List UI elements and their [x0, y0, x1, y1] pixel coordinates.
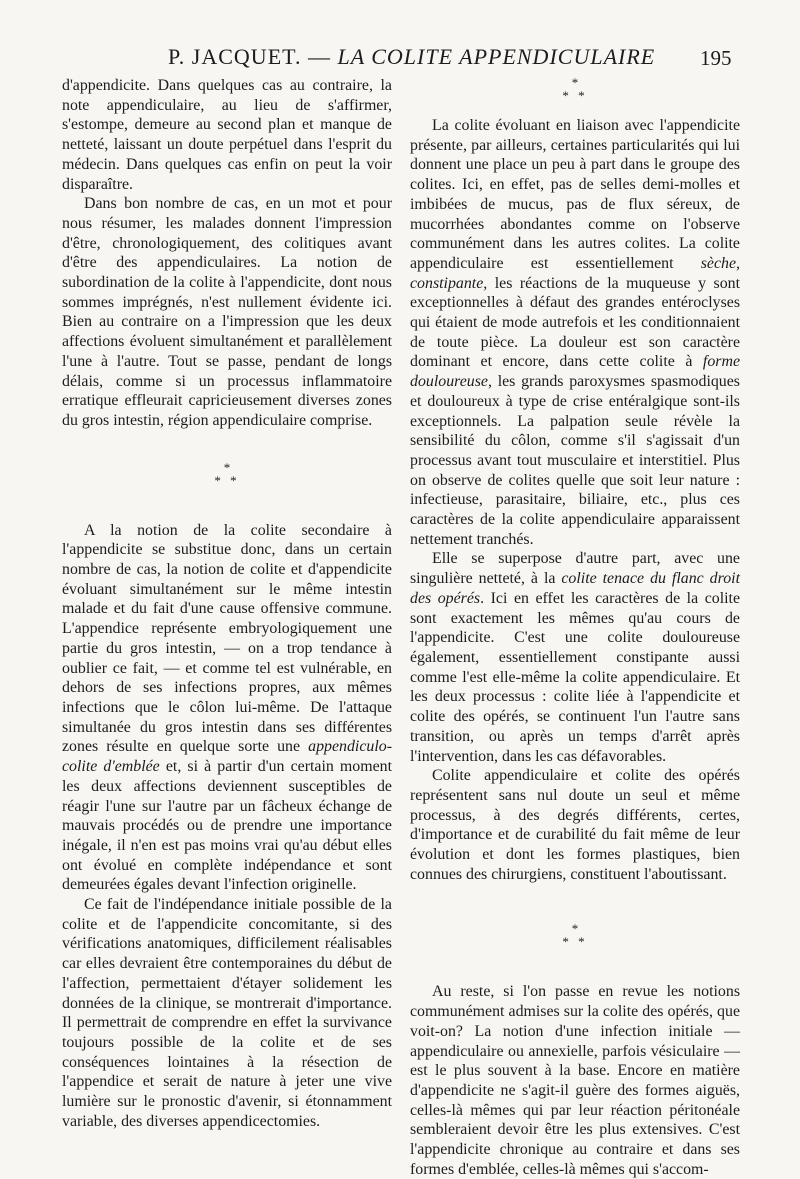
- separator-bottom: * *: [214, 472, 240, 488]
- left-paragraph-4: Ce fait de l'indépendance initiale possible de la colite et de l'appendicite concomitante, si des vérifications anatomiques, difficilement réalisables car elles devraient être contemporaines du début de l'affection, permettaient d'étayer solidement les données de la clinique, se montrerait d'importance. Il permettrait de comprendre en effet la survivance toujours possible de la colite et de ses conséquences lointaines à la résection de l'appendice et serait de nature à jeter une vive lumière sur le pronostic d'avenir, si étonnamment variable, des diverses appendicectomies.: [62, 896, 392, 1130]
- running-header: [0, 44, 800, 76]
- right-paragraph-1: La colite évoluant en liaison avec l'appendicite présente, par ailleurs, certaines particularités qui lui donnent une place un peu à part dans le groupe des colites. Ici, en effet, pas de selles demi-molles et imbibées de mucus, pas de flux séreux, de mucorrhées abondantes comme on l'observe communément dans les autres colites. La colite appendiculaire est essentiellement sèche, constipante, les réactions de la muqueuse y sont exceptionnelles à défaut des grandes entéroclyses qui étaient de mode autrefois et les conditionnaient de toute pièce. La douleur est son caractère dominant et encore, dans cette colite à forme douloureuse, les grands paroxysmes spasmodiques et douloureux à type de crise entéralgique sont-ils exceptionnels. La palpation seule révèle la sensibilité du côlon, comme s'il s'agissait d'un processus avant tout musculaire et interstitiel. Plus on observe de colites quelle que soit leur nature : infectieuse, parasitaire, biliaire, etc., plus ces caractères de la colite appendiculaire apparaissent nettement tranchés.: [410, 117, 740, 548]
- right-paragraph-3: Colite appendiculaire et colite des opérés représentent sans nul doute un seul et même processus, à des degrés différents, certes, d'importance et de curabilité du fait même de leur évolution et dont les formes plastiques, bien connues des chirurgiens, constituent l'aboutissant.: [410, 767, 740, 883]
- section-separator-2: [410, 922, 740, 948]
- page-number: 195: [700, 46, 732, 70]
- left-column: [62, 76, 392, 1131]
- left-paragraph-1: d'appendicite. Dans quelques cas au contraire, la note appendiculaire, au lieu de s'affirmer, s'estompe, demeure au second plan et manque de netteté, laissant un doute perpétuel dans l'esprit du médecin. Dans quelques cas enfin on peut la voir disparaître.: [62, 77, 392, 193]
- left-paragraph-2: Dans bon nombre de cas, en un mot et pour nous résumer, les malades donnent l'impression d'être, chronologiquement, des colitiques avant d'être des appendiculaires. La notion de subordination de la colite à l'appendicite, dont nous sommes imprégnés, n'est nullement évidente ici. Bien au contraire on a l'impression que les deux affections évoluent simultanément et parallèlement l'une à l'autre. Tout se passe, pendant de longs délais, comme si un processus inflammatoire erratique effleurait capricieusement diverses zones du gros intestin, région appendiculaire comprise.: [62, 195, 392, 429]
- italic-term: forme douloureuse: [410, 353, 740, 391]
- left-paragraph-3: A la notion de la colite secondaire à l'appendicite se substitue donc, dans un certain nombre de cas, la notion de colite et d'appendicite évoluant simultanément sur le même intestin malade et du fait d'une cause offensive commune. L'appendice représente embryologiquement une partie du gros intestin, — on a trop tendance à oublier ce fait, — et comme tel est vulnérable, en dehors de ses infections propres, aux mêmes infections que le côlon lui-même. De l'attaque simultanée du gros intestin dans ses différentes zones résulte en quelque sorte une appendiculo-colite d'emblée et, si à partir d'un certain moment les deux affections deviennent susceptibles de réagir l'une sur l'autre par un fâcheux échange de mauvais procédés ou de prendre une importance inégale, il n'en est pas moins vrai qu'au début elles ont évolué en complète indépendance et sont demeurées égales devant l'infection originelle.: [62, 521, 392, 894]
- right-column: [410, 76, 740, 1179]
- section-separator-0: [410, 76, 740, 102]
- italic-term: colite tenace du flanc droit des opérés: [410, 570, 740, 607]
- running-title: [168, 44, 655, 70]
- separator-bottom: * *: [562, 934, 588, 950]
- header-author: P. JACQUET.: [168, 44, 302, 69]
- italic-term: sèche, constipante: [410, 254, 740, 292]
- separator-bottom: * *: [562, 88, 588, 103]
- separator-top: *: [571, 75, 579, 90]
- separator-top: *: [223, 459, 231, 475]
- right-paragraph-4: Au reste, si l'on passe en revue les notions communément admises sur la colite des opérés, que voit-on? La notion d'une infection initiale — appendiculaire ou annexielle, parfois vésiculaire — est le plus souvent à la base. Encore en matière d'appendicite ne s'agit-il guère des formes aiguës, celles-là mêmes qui par leur réaction péritonéale sembleraient devoir être les plus extensives. C'est l'appendicite chronique au contraire et dans ses formes d'emblée, celles-là mêmes qui s'accom-: [410, 983, 740, 1178]
- header-dash: —: [307, 44, 331, 69]
- right-paragraph-2: Elle se superpose d'autre part, avec une singulière netteté, à la colite tenace du flanc droit des opérés. Ici en effet les caractères de la colite sont exactement les mêmes qu'au cours de l'appendicite. C'est une colite douloureuse également, essentiellement constipante aussi comme l'est elle-même la colite appendiculaire. Et les deux processus : colite liée à l'appendicite et colite des opérés, se continuent l'un l'autre sans transition, ou après un temps d'arrêt après l'intervention, dans les cas défavorables.: [410, 550, 740, 765]
- header-title: LA COLITE APPENDICULAIRE: [337, 44, 656, 69]
- separator-top: *: [571, 921, 579, 937]
- section-separator-1: [62, 461, 392, 487]
- italic-term: appendiculo-colite d'emblée: [62, 738, 392, 776]
